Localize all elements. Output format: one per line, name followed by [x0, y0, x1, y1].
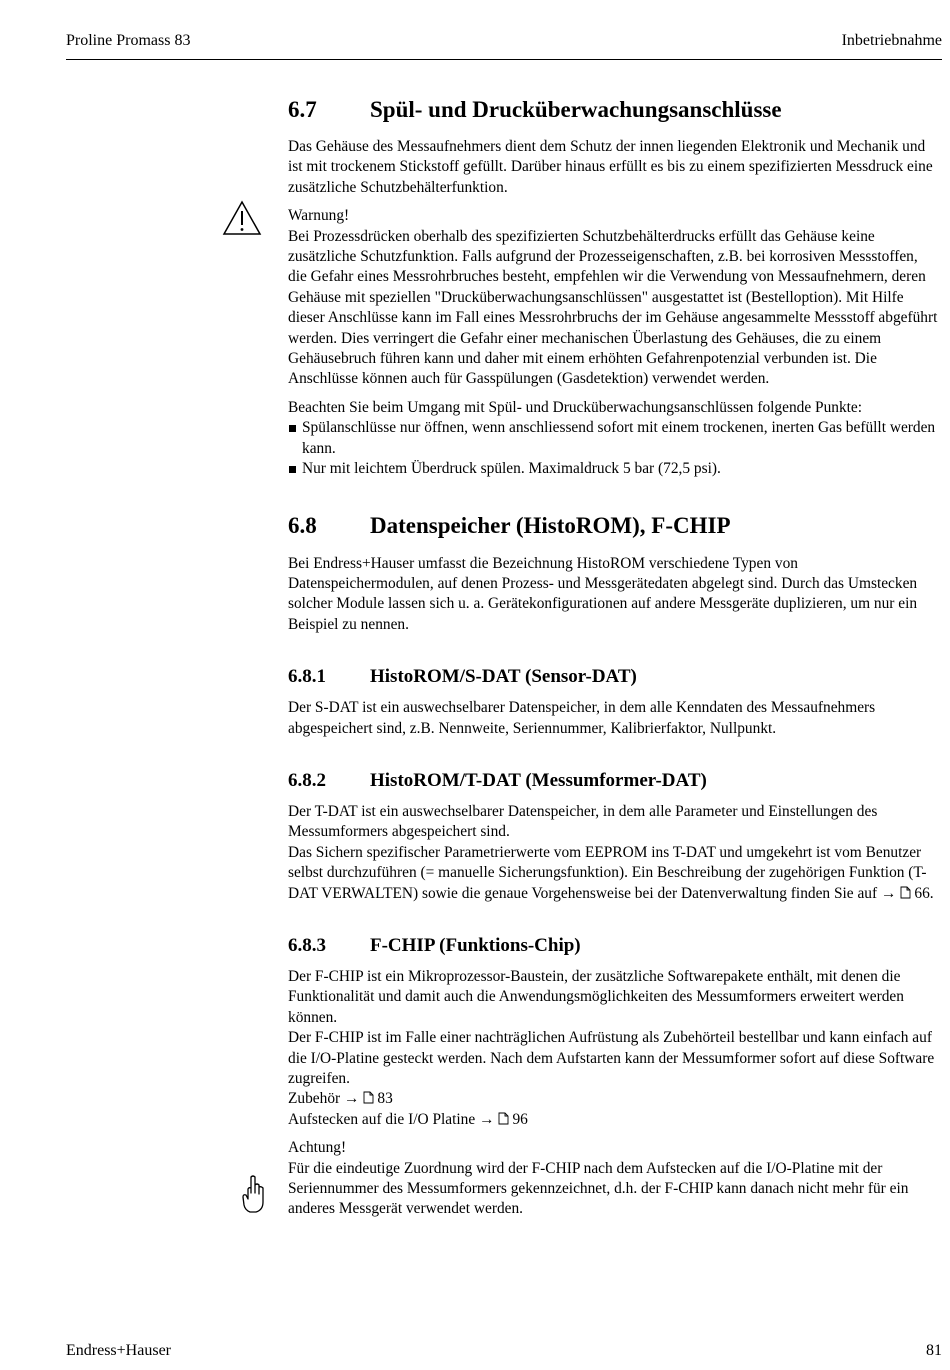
- section-title: Spül- und Drucküberwachungsanschlüsse: [370, 97, 782, 122]
- arrow-symbol: →: [479, 1110, 495, 1128]
- page-reference-number: 83: [377, 1090, 393, 1108]
- section-title: Datenspeicher (HistoROM), F-CHIP: [370, 512, 731, 538]
- section-number: 6.8.1: [288, 666, 326, 688]
- section-heading-6-8-3: [288, 934, 940, 958]
- section-heading-6-8: [288, 512, 940, 540]
- section-title: HistoROM/T-DAT (Messumformer-DAT): [370, 769, 707, 791]
- section-heading-6-7: [288, 96, 940, 124]
- footer-company: Endress+Hauser: [66, 1342, 171, 1359]
- header-product-name: Proline Promass 83: [66, 32, 191, 49]
- page-reference-number: 66.: [914, 884, 934, 902]
- section-number: 6.7: [288, 97, 317, 122]
- section-title: HistoROM/S-DAT (Sensor-DAT): [370, 666, 637, 688]
- section-title: F-CHIP (Funktions-Chip): [370, 934, 581, 956]
- page-reference-icon: [498, 1112, 509, 1125]
- list-item: Nur mit leichtem Überdruck spülen. Maximaldruck 5 bar (72,5 psi).: [288, 459, 940, 479]
- bullet-list: [288, 418, 940, 479]
- page-reference-number: 96: [512, 1110, 528, 1128]
- warning-text: Bei Prozessdrücken oberhalb des spezifizierten Schutzbehälterdrucks erfüllt das Gehäuse keine zusätzliche Schutzfunktion. Falls aufgrund der Prozesseigenschaften, z.B. bei korrosiven Messstoffen, die Gefahr eines Messrohrbruches besteht, empfehlen wir die Verwendung von Messaufnehmern, deren Gehäuse mit speziellen "Drucküberwachungsanschlüssen" ausgestattet ist (Bestelloption). Mit Hilfe dieser Anschlüsse kann im Fall eines Messrohrbruchs der im Gehäuse angesammelte Messstoff abgeführt werden. Dies verringert die Gefahr einer mechanischen Überlastung des Gehäuses, die zu einem Gehäusebruch führen kann und daher mit einem erhöhten Gefahrenpotenzial verbunden ist. Die Anschlüsse können auch für Gasspülungen (Gasdetektion) verwendet werden.: [288, 227, 938, 388]
- reference-accessories: [288, 1089, 940, 1109]
- pointing-hand-icon: [240, 1175, 266, 1215]
- page-reference-icon: [363, 1091, 374, 1104]
- section-number: 6.8.2: [288, 769, 326, 791]
- section-heading-6-8-2: [288, 769, 940, 793]
- arrow-symbol: →: [880, 884, 897, 902]
- reference-label: Zubehör: [288, 1090, 341, 1108]
- paragraph-sdat: Der S-DAT ist ein auswechselbarer Datenspeicher, in dem alle Kenndaten des Messaufnehmers abgespeichert sind, z.B. Nennweite, Seriennummer, Kalibrierfaktor, Nullpunkt.: [288, 699, 876, 737]
- paragraph-fchip-1: Der F-CHIP ist ein Mikroprozessor-Baustein, der zusätzliche Softwarepakete enthält, mit denen die Funktionalität und damit auch die Anwendungsmöglichkeiten des Messumformers erweitert werden können.: [288, 967, 904, 1026]
- paragraph-points-intro: Beachten Sie beim Umgang mit Spül- und Drucküberwachungsanschlüssen folgende Punkte:: [288, 398, 863, 416]
- footer-page-number: 81: [926, 1342, 942, 1359]
- paragraph-tdat-1: Der T-DAT ist ein auswechselbarer Datenspeicher, in dem alle Parameter und Einstellungen des Messumformers abgespeichert sind.: [288, 802, 878, 841]
- warning-triangle-icon: [222, 200, 262, 236]
- page-reference-icon: [900, 886, 911, 899]
- paragraph-intro: Das Gehäuse des Messaufnehmers dient dem Schutz der innen liegenden Elektronik und Mechanik und ist mit trockenem Stickstoff gefüllt. Darüber hinaus erfüllt es bis zu einem spezifizierten Messdruck eine zusätzliche Schutzbehälterfunktion.: [288, 138, 933, 196]
- reference-io-board: [288, 1110, 940, 1130]
- caution-text: Für die eindeutige Zuordnung wird der F-CHIP nach dem Aufstecken auf die I/O-Platine mit der Seriennummer des Messumformers gekennzeichnet, d.h. der F-CHIP kann danach nicht mehr für ein anderes Messgerät verwendet werden.: [288, 1159, 909, 1218]
- caution-label: Achtung!: [288, 1139, 347, 1157]
- warning-label: Warnung!: [288, 207, 350, 225]
- main-content: [288, 96, 940, 1220]
- paragraph-fchip-2: Der F-CHIP ist im Falle einer nachträglichen Aufrüstung als Zubehörteil bestellbar und kann einfach auf die I/O-Platine gesteckt werden. Nach dem Aufstarten kann der Messumformer sofort auf diese Software zugreifen.: [288, 1029, 935, 1087]
- paragraph-historom: Bei Endress+Hauser umfasst die Bezeichnung HistoROM verschiedene Typen von Datenspeichermodulen, auf denen Prozess- und Messgerätedaten abgelegt sind. Durch das Umstecken solcher Module lassen sich u. a. Gerätekonfigurationen auf andere Messgeräte duplizieren, um nur ein Beispiel zu nennen.: [288, 554, 918, 633]
- section-number: 6.8.3: [288, 934, 326, 956]
- arrow-symbol: →: [344, 1090, 360, 1108]
- reference-label: Aufstecken auf die I/O Platine: [288, 1110, 476, 1128]
- header-chapter-title: Inbetriebnahme: [841, 32, 942, 49]
- section-number: 6.8: [288, 512, 317, 538]
- header-rule: [66, 59, 942, 60]
- paragraph-tdat-2: [288, 843, 940, 904]
- list-item: Spülanschlüsse nur öffnen, wenn anschliessend sofort mit einem trockenen, inerten Gas befüllt werden kann.: [288, 418, 940, 459]
- paragraph-tdat-2-text: Das Sichern spezifischer Parametrierwerte vom EEPROM ins T-DAT und umgekehrt ist vom Benutzer selbst durchzuführen (= manuelle Sicherungsfunktion). Ein Beschreibung der zugehörigen Funktion (T-DAT VERWALTEN) sowie die genaue Vorgehensweise bei der Datenverwaltung finden Sie auf: [288, 843, 927, 902]
- section-heading-6-8-1: [288, 665, 940, 689]
